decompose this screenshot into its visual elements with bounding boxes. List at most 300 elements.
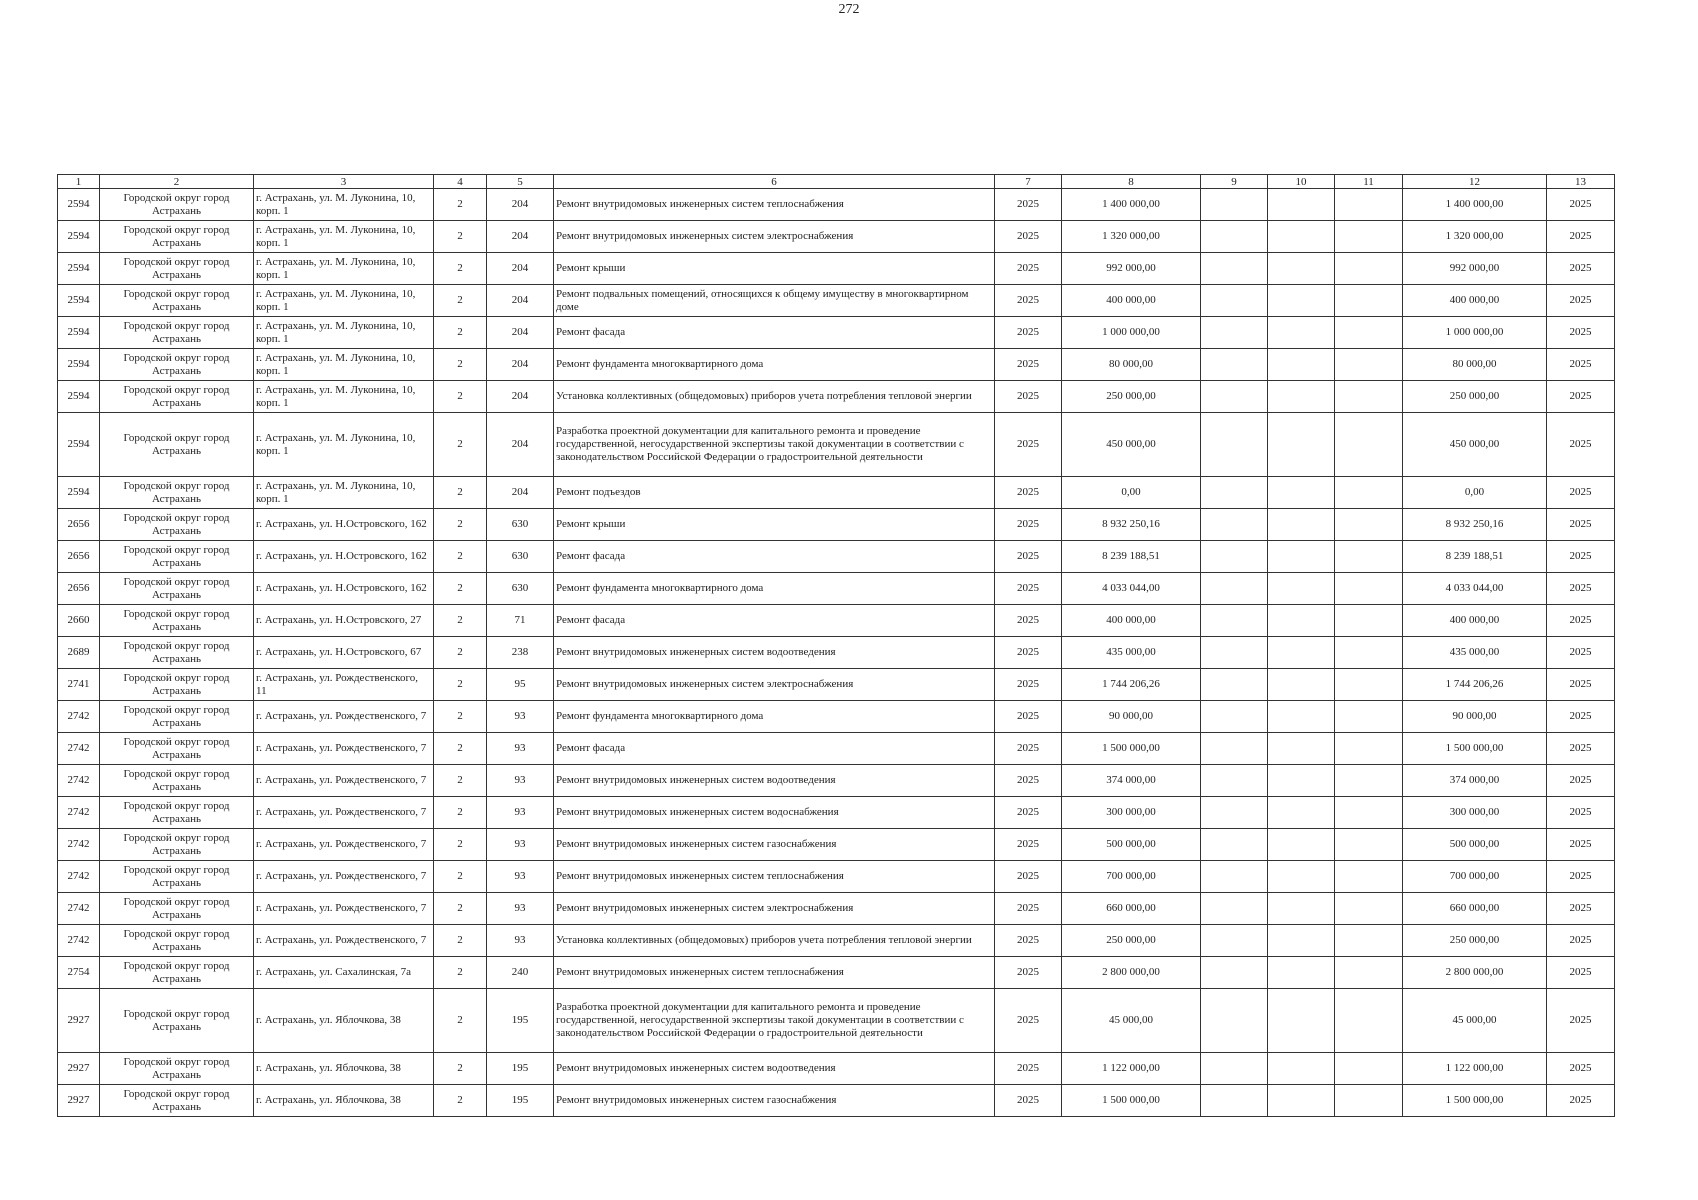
cell-col-8: 1 500 000,00 — [1062, 733, 1201, 765]
cell-col-8: 90 000,00 — [1062, 701, 1201, 733]
cell-col-12: 2 800 000,00 — [1403, 957, 1547, 989]
table-row — [58, 989, 1615, 1053]
cell-col-7: 2025 — [995, 221, 1062, 253]
cell-col-5: 204 — [487, 317, 554, 349]
cell-col-5: 204 — [487, 349, 554, 381]
cell-col-12: 500 000,00 — [1403, 829, 1547, 861]
cell-col-12: 45 000,00 — [1403, 989, 1547, 1053]
cell-col-10 — [1268, 413, 1335, 477]
cell-col-8: 400 000,00 — [1062, 605, 1201, 637]
cell-col-6: Ремонт фасада — [554, 317, 995, 349]
cell-col-7: 2025 — [995, 189, 1062, 221]
cell-col-2: Городской округ город Астрахань — [100, 829, 254, 861]
cell-col-6: Разработка проектной документации для капитального ремонта и проведение государственной, негосударственной экспертизы такой документации в соответствии с законодательством Российской Федерации о градостроительной деятельности — [554, 989, 995, 1053]
cell-col-2: Городской округ город Астрахань — [100, 541, 254, 573]
cell-col-2: Городской округ город Астрахань — [100, 221, 254, 253]
cell-col-10 — [1268, 701, 1335, 733]
table-row — [58, 573, 1615, 605]
cell-col-1: 2594 — [58, 221, 100, 253]
cell-col-2: Городской округ город Астрахань — [100, 989, 254, 1053]
cell-col-12: 80 000,00 — [1403, 349, 1547, 381]
cell-col-9 — [1201, 1085, 1268, 1117]
cell-col-9 — [1201, 349, 1268, 381]
column-header-5: 5 — [487, 175, 554, 189]
cell-col-11 — [1335, 189, 1403, 221]
cell-col-10 — [1268, 189, 1335, 221]
cell-col-12: 400 000,00 — [1403, 605, 1547, 637]
cell-col-3: г. Астрахань, ул. Сахалинская, 7а — [254, 957, 434, 989]
cell-col-1: 2742 — [58, 797, 100, 829]
cell-col-4: 2 — [434, 413, 487, 477]
cell-col-8: 2 800 000,00 — [1062, 957, 1201, 989]
cell-col-8: 660 000,00 — [1062, 893, 1201, 925]
table-row — [58, 861, 1615, 893]
cell-col-2: Городской округ город Астрахань — [100, 637, 254, 669]
cell-col-1: 2656 — [58, 541, 100, 573]
cell-col-7: 2025 — [995, 829, 1062, 861]
cell-col-6: Ремонт внутридомовых инженерных систем газоснабжения — [554, 829, 995, 861]
cell-col-5: 93 — [487, 797, 554, 829]
cell-col-7: 2025 — [995, 797, 1062, 829]
cell-col-13: 2025 — [1547, 925, 1615, 957]
cell-col-10 — [1268, 253, 1335, 285]
cell-col-10 — [1268, 477, 1335, 509]
cell-col-3: г. Астрахань, ул. Яблочкова, 38 — [254, 1085, 434, 1117]
cell-col-12: 700 000,00 — [1403, 861, 1547, 893]
cell-col-6: Ремонт внутридомовых инженерных систем водоотведения — [554, 1053, 995, 1085]
cell-col-4: 2 — [434, 893, 487, 925]
cell-col-2: Городской округ город Астрахань — [100, 605, 254, 637]
cell-col-2: Городской округ город Астрахань — [100, 253, 254, 285]
cell-col-10 — [1268, 733, 1335, 765]
cell-col-13: 2025 — [1547, 765, 1615, 797]
column-header-7: 7 — [995, 175, 1062, 189]
cell-col-1: 2927 — [58, 1053, 100, 1085]
cell-col-4: 2 — [434, 541, 487, 573]
cell-col-8: 992 000,00 — [1062, 253, 1201, 285]
cell-col-6: Разработка проектной документации для капитального ремонта и проведение государственной, негосударственной экспертизы такой документации в соответствии с законодательством Российской Федерации о градостроительной деятельности — [554, 413, 995, 477]
cell-col-4: 2 — [434, 573, 487, 605]
cell-col-3: г. Астрахань, ул. Яблочкова, 38 — [254, 1053, 434, 1085]
cell-col-1: 2594 — [58, 413, 100, 477]
cell-col-6: Ремонт фасада — [554, 541, 995, 573]
table-row — [58, 477, 1615, 509]
cell-col-12: 90 000,00 — [1403, 701, 1547, 733]
cell-col-10 — [1268, 925, 1335, 957]
cell-col-6: Ремонт внутридомовых инженерных систем теплоснабжения — [554, 861, 995, 893]
cell-col-9 — [1201, 285, 1268, 317]
table-row — [58, 413, 1615, 477]
cell-col-11 — [1335, 253, 1403, 285]
cell-col-7: 2025 — [995, 413, 1062, 477]
cell-col-2: Городской округ город Астрахань — [100, 893, 254, 925]
cell-col-3: г. Астрахань, ул. Рождественского, 7 — [254, 893, 434, 925]
cell-col-13: 2025 — [1547, 893, 1615, 925]
cell-col-12: 1 000 000,00 — [1403, 317, 1547, 349]
cell-col-6: Ремонт крыши — [554, 253, 995, 285]
cell-col-9 — [1201, 861, 1268, 893]
cell-col-8: 1 400 000,00 — [1062, 189, 1201, 221]
table-row — [58, 381, 1615, 413]
cell-col-9 — [1201, 317, 1268, 349]
cell-col-8: 700 000,00 — [1062, 861, 1201, 893]
table-row — [58, 605, 1615, 637]
cell-col-6: Ремонт внутридомовых инженерных систем газоснабжения — [554, 1085, 995, 1117]
cell-col-4: 2 — [434, 957, 487, 989]
cell-col-13: 2025 — [1547, 413, 1615, 477]
cell-col-1: 2927 — [58, 1085, 100, 1117]
cell-col-2: Городской округ город Астрахань — [100, 381, 254, 413]
cell-col-8: 1 320 000,00 — [1062, 221, 1201, 253]
table-row — [58, 189, 1615, 221]
cell-col-11 — [1335, 221, 1403, 253]
cell-col-5: 95 — [487, 669, 554, 701]
cell-col-5: 204 — [487, 221, 554, 253]
cell-col-6: Установка коллективных (общедомовых) приборов учета потребления тепловой энергии — [554, 925, 995, 957]
cell-col-13: 2025 — [1547, 541, 1615, 573]
cell-col-7: 2025 — [995, 253, 1062, 285]
cell-col-9 — [1201, 509, 1268, 541]
cell-col-3: г. Астрахань, ул. Рождественского, 7 — [254, 701, 434, 733]
cell-col-3: г. Астрахань, ул. Рождественского, 7 — [254, 797, 434, 829]
cell-col-13: 2025 — [1547, 957, 1615, 989]
cell-col-5: 93 — [487, 861, 554, 893]
cell-col-3: г. Астрахань, ул. Рождественского, 7 — [254, 765, 434, 797]
cell-col-4: 2 — [434, 1053, 487, 1085]
cell-col-6: Ремонт подвальных помещений, относящихся к общему имуществу в многоквартирном доме — [554, 285, 995, 317]
cell-col-2: Городской округ город Астрахань — [100, 189, 254, 221]
cell-col-11 — [1335, 765, 1403, 797]
cell-col-6: Ремонт фасада — [554, 605, 995, 637]
column-header-9: 9 — [1201, 175, 1268, 189]
cell-col-3: г. Астрахань, ул. Н.Островского, 162 — [254, 573, 434, 605]
cell-col-1: 2742 — [58, 829, 100, 861]
cell-col-13: 2025 — [1547, 669, 1615, 701]
cell-col-10 — [1268, 989, 1335, 1053]
cell-col-10 — [1268, 541, 1335, 573]
cell-col-1: 2594 — [58, 477, 100, 509]
cell-col-10 — [1268, 669, 1335, 701]
cell-col-11 — [1335, 733, 1403, 765]
cell-col-10 — [1268, 765, 1335, 797]
cell-col-5: 204 — [487, 477, 554, 509]
cell-col-9 — [1201, 989, 1268, 1053]
cell-col-8: 8 239 188,51 — [1062, 541, 1201, 573]
cell-col-8: 0,00 — [1062, 477, 1201, 509]
cell-col-12: 1 744 206,26 — [1403, 669, 1547, 701]
cell-col-13: 2025 — [1547, 317, 1615, 349]
cell-col-2: Городской округ город Астрахань — [100, 1053, 254, 1085]
cell-col-10 — [1268, 605, 1335, 637]
cell-col-7: 2025 — [995, 925, 1062, 957]
cell-col-5: 93 — [487, 829, 554, 861]
cell-col-9 — [1201, 253, 1268, 285]
table-row — [58, 349, 1615, 381]
cell-col-3: г. Астрахань, ул. Рождественского, 11 — [254, 669, 434, 701]
cell-col-11 — [1335, 413, 1403, 477]
cell-col-5: 630 — [487, 509, 554, 541]
column-header-12: 12 — [1403, 175, 1547, 189]
column-header-8: 8 — [1062, 175, 1201, 189]
cell-col-8: 400 000,00 — [1062, 285, 1201, 317]
cell-col-11 — [1335, 541, 1403, 573]
cell-col-13: 2025 — [1547, 573, 1615, 605]
cell-col-9 — [1201, 221, 1268, 253]
cell-col-5: 93 — [487, 925, 554, 957]
cell-col-13: 2025 — [1547, 285, 1615, 317]
column-header-2: 2 — [100, 175, 254, 189]
table-row — [58, 317, 1615, 349]
cell-col-1: 2594 — [58, 189, 100, 221]
cell-col-13: 2025 — [1547, 189, 1615, 221]
cell-col-11 — [1335, 957, 1403, 989]
cell-col-6: Ремонт фасада — [554, 733, 995, 765]
table-row — [58, 541, 1615, 573]
cell-col-4: 2 — [434, 925, 487, 957]
cell-col-5: 195 — [487, 1053, 554, 1085]
cell-col-2: Городской округ город Астрахань — [100, 733, 254, 765]
cell-col-13: 2025 — [1547, 989, 1615, 1053]
cell-col-11 — [1335, 861, 1403, 893]
cell-col-2: Городской округ город Астрахань — [100, 477, 254, 509]
cell-col-1: 2594 — [58, 317, 100, 349]
table-row — [58, 829, 1615, 861]
cell-col-11 — [1335, 637, 1403, 669]
cell-col-1: 2754 — [58, 957, 100, 989]
cell-col-4: 2 — [434, 317, 487, 349]
cell-col-1: 2742 — [58, 925, 100, 957]
cell-col-6: Ремонт внутридомовых инженерных систем теплоснабжения — [554, 189, 995, 221]
cell-col-3: г. Астрахань, ул. Яблочкова, 38 — [254, 989, 434, 1053]
table-row — [58, 1085, 1615, 1117]
cell-col-6: Ремонт внутридомовых инженерных систем водоснабжения — [554, 797, 995, 829]
cell-col-10 — [1268, 381, 1335, 413]
cell-col-6: Ремонт фундамента многоквартирного дома — [554, 573, 995, 605]
cell-col-8: 4 033 044,00 — [1062, 573, 1201, 605]
capital-repair-table — [57, 174, 1615, 1117]
cell-col-4: 2 — [434, 701, 487, 733]
cell-col-10 — [1268, 573, 1335, 605]
cell-col-5: 630 — [487, 541, 554, 573]
cell-col-12: 300 000,00 — [1403, 797, 1547, 829]
cell-col-8: 250 000,00 — [1062, 381, 1201, 413]
cell-col-13: 2025 — [1547, 733, 1615, 765]
cell-col-6: Ремонт фундамента многоквартирного дома — [554, 349, 995, 381]
cell-col-4: 2 — [434, 797, 487, 829]
cell-col-13: 2025 — [1547, 861, 1615, 893]
cell-col-11 — [1335, 1053, 1403, 1085]
cell-col-7: 2025 — [995, 349, 1062, 381]
cell-col-2: Городской округ город Астрахань — [100, 1085, 254, 1117]
cell-col-1: 2689 — [58, 637, 100, 669]
cell-col-13: 2025 — [1547, 509, 1615, 541]
cell-col-11 — [1335, 1085, 1403, 1117]
table-row — [58, 1053, 1615, 1085]
cell-col-12: 0,00 — [1403, 477, 1547, 509]
cell-col-9 — [1201, 413, 1268, 477]
cell-col-3: г. Астрахань, ул. Рождественского, 7 — [254, 925, 434, 957]
cell-col-3: г. Астрахань, ул. М. Луконина, 10, корп. 1 — [254, 381, 434, 413]
table-row — [58, 733, 1615, 765]
cell-col-11 — [1335, 669, 1403, 701]
cell-col-5: 93 — [487, 893, 554, 925]
cell-col-7: 2025 — [995, 733, 1062, 765]
cell-col-9 — [1201, 829, 1268, 861]
cell-col-12: 1 122 000,00 — [1403, 1053, 1547, 1085]
cell-col-10 — [1268, 317, 1335, 349]
cell-col-5: 204 — [487, 285, 554, 317]
cell-col-3: г. Астрахань, ул. Н.Островского, 27 — [254, 605, 434, 637]
cell-col-2: Городской округ город Астрахань — [100, 669, 254, 701]
cell-col-12: 400 000,00 — [1403, 285, 1547, 317]
cell-col-13: 2025 — [1547, 381, 1615, 413]
cell-col-1: 2656 — [58, 573, 100, 605]
column-header-13: 13 — [1547, 175, 1615, 189]
cell-col-8: 1 744 206,26 — [1062, 669, 1201, 701]
cell-col-5: 630 — [487, 573, 554, 605]
cell-col-4: 2 — [434, 829, 487, 861]
table-row — [58, 221, 1615, 253]
cell-col-7: 2025 — [995, 669, 1062, 701]
cell-col-1: 2741 — [58, 669, 100, 701]
cell-col-6: Ремонт внутридомовых инженерных систем электроснабжения — [554, 221, 995, 253]
cell-col-9 — [1201, 669, 1268, 701]
cell-col-12: 992 000,00 — [1403, 253, 1547, 285]
cell-col-11 — [1335, 797, 1403, 829]
cell-col-7: 2025 — [995, 1085, 1062, 1117]
cell-col-9 — [1201, 1053, 1268, 1085]
cell-col-3: г. Астрахань, ул. Н.Островского, 162 — [254, 509, 434, 541]
cell-col-10 — [1268, 893, 1335, 925]
cell-col-13: 2025 — [1547, 829, 1615, 861]
cell-col-7: 2025 — [995, 957, 1062, 989]
cell-col-12: 435 000,00 — [1403, 637, 1547, 669]
cell-col-1: 2594 — [58, 349, 100, 381]
cell-col-9 — [1201, 733, 1268, 765]
cell-col-4: 2 — [434, 861, 487, 893]
cell-col-11 — [1335, 381, 1403, 413]
cell-col-2: Городской округ город Астрахань — [100, 861, 254, 893]
cell-col-5: 93 — [487, 733, 554, 765]
cell-col-5: 71 — [487, 605, 554, 637]
cell-col-4: 2 — [434, 989, 487, 1053]
cell-col-1: 2660 — [58, 605, 100, 637]
column-header-1: 1 — [58, 175, 100, 189]
cell-col-3: г. Астрахань, ул. Н.Островского, 162 — [254, 541, 434, 573]
cell-col-4: 2 — [434, 637, 487, 669]
cell-col-8: 45 000,00 — [1062, 989, 1201, 1053]
column-header-3: 3 — [254, 175, 434, 189]
cell-col-11 — [1335, 605, 1403, 637]
cell-col-11 — [1335, 349, 1403, 381]
cell-col-13: 2025 — [1547, 253, 1615, 285]
cell-col-5: 195 — [487, 989, 554, 1053]
cell-col-7: 2025 — [995, 285, 1062, 317]
cell-col-8: 250 000,00 — [1062, 925, 1201, 957]
table-row — [58, 509, 1615, 541]
cell-col-3: г. Астрахань, ул. М. Луконина, 10, корп. 1 — [254, 349, 434, 381]
cell-col-9 — [1201, 477, 1268, 509]
page-number: 272 — [838, 2, 860, 17]
cell-col-8: 8 932 250,16 — [1062, 509, 1201, 541]
cell-col-12: 8 239 188,51 — [1403, 541, 1547, 573]
cell-col-12: 1 500 000,00 — [1403, 733, 1547, 765]
cell-col-7: 2025 — [995, 573, 1062, 605]
cell-col-4: 2 — [434, 285, 487, 317]
cell-col-12: 1 320 000,00 — [1403, 221, 1547, 253]
cell-col-12: 4 033 044,00 — [1403, 573, 1547, 605]
cell-col-1: 2656 — [58, 509, 100, 541]
cell-col-3: г. Астрахань, ул. Рождественского, 7 — [254, 733, 434, 765]
cell-col-6: Ремонт внутридомовых инженерных систем водоотведения — [554, 765, 995, 797]
cell-col-7: 2025 — [995, 509, 1062, 541]
cell-col-4: 2 — [434, 669, 487, 701]
column-header-11: 11 — [1335, 175, 1403, 189]
cell-col-13: 2025 — [1547, 701, 1615, 733]
cell-col-3: г. Астрахань, ул. Н.Островского, 67 — [254, 637, 434, 669]
cell-col-5: 204 — [487, 381, 554, 413]
cell-col-1: 2742 — [58, 701, 100, 733]
cell-col-1: 2742 — [58, 893, 100, 925]
cell-col-9 — [1201, 381, 1268, 413]
cell-col-12: 374 000,00 — [1403, 765, 1547, 797]
cell-col-4: 2 — [434, 477, 487, 509]
cell-col-8: 80 000,00 — [1062, 349, 1201, 381]
cell-col-11 — [1335, 285, 1403, 317]
cell-col-8: 435 000,00 — [1062, 637, 1201, 669]
table-row — [58, 893, 1615, 925]
cell-col-4: 2 — [434, 349, 487, 381]
cell-col-11 — [1335, 893, 1403, 925]
cell-col-13: 2025 — [1547, 349, 1615, 381]
cell-col-10 — [1268, 1085, 1335, 1117]
cell-col-9 — [1201, 573, 1268, 605]
cell-col-9 — [1201, 701, 1268, 733]
cell-col-7: 2025 — [995, 637, 1062, 669]
cell-col-10 — [1268, 957, 1335, 989]
cell-col-12: 1 400 000,00 — [1403, 189, 1547, 221]
cell-col-10 — [1268, 861, 1335, 893]
cell-col-9 — [1201, 893, 1268, 925]
cell-col-11 — [1335, 317, 1403, 349]
cell-col-3: г. Астрахань, ул. М. Луконина, 10, корп. 1 — [254, 317, 434, 349]
table-row — [58, 637, 1615, 669]
cell-col-2: Городской округ город Астрахань — [100, 925, 254, 957]
cell-col-12: 660 000,00 — [1403, 893, 1547, 925]
cell-col-2: Городской округ город Астрахань — [100, 573, 254, 605]
cell-col-11 — [1335, 509, 1403, 541]
cell-col-6: Ремонт крыши — [554, 509, 995, 541]
table-row — [58, 285, 1615, 317]
cell-col-2: Городской округ город Астрахань — [100, 509, 254, 541]
cell-col-8: 374 000,00 — [1062, 765, 1201, 797]
cell-col-9 — [1201, 957, 1268, 989]
cell-col-6: Ремонт подъездов — [554, 477, 995, 509]
cell-col-4: 2 — [434, 509, 487, 541]
cell-col-3: г. Астрахань, ул. М. Луконина, 10, корп. 1 — [254, 253, 434, 285]
cell-col-6: Ремонт внутридомовых инженерных систем электроснабжения — [554, 893, 995, 925]
table-row — [58, 957, 1615, 989]
cell-col-3: г. Астрахань, ул. М. Луконина, 10, корп. 1 — [254, 285, 434, 317]
cell-col-8: 500 000,00 — [1062, 829, 1201, 861]
cell-col-10 — [1268, 637, 1335, 669]
cell-col-1: 2594 — [58, 285, 100, 317]
cell-col-4: 2 — [434, 381, 487, 413]
cell-col-11 — [1335, 701, 1403, 733]
cell-col-9 — [1201, 605, 1268, 637]
cell-col-7: 2025 — [995, 861, 1062, 893]
cell-col-7: 2025 — [995, 317, 1062, 349]
